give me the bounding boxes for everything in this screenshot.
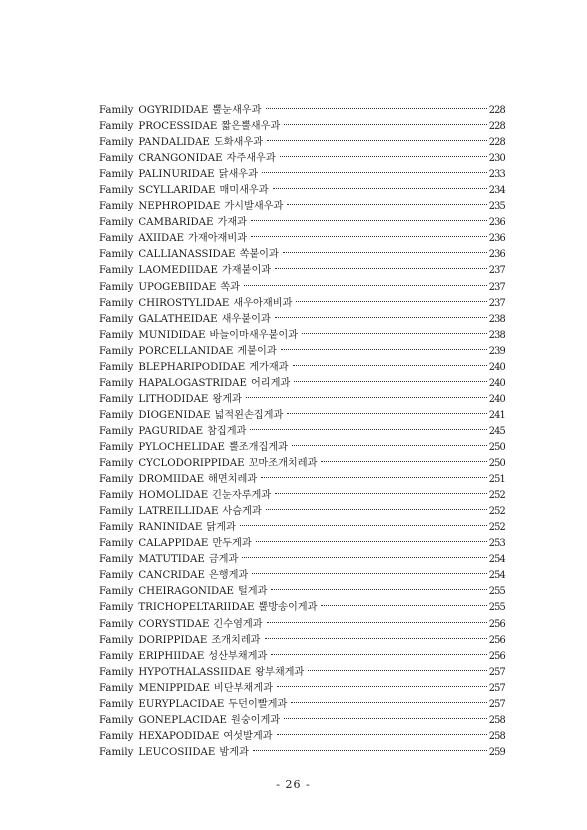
- toc-entry-page: 245: [488, 425, 505, 437]
- toc-entry-prefix: Family: [99, 329, 134, 341]
- toc-entry-korean-name: 사슴게과: [222, 506, 262, 518]
- toc-entry-korean-name: 비단부채게과: [213, 682, 273, 694]
- toc-leader-dots: [275, 477, 486, 494]
- toc-entry-family-name: EURYPLACIDAE: [138, 698, 225, 710]
- table-of-contents: [99, 96, 505, 758]
- toc-entry-family-name: HOMOLIDAE: [138, 490, 209, 502]
- toc-entry-prefix: Family: [99, 522, 134, 534]
- toc-leader-dots: [277, 718, 487, 735]
- toc-entry-korean-name: 여섯발게과: [223, 730, 273, 742]
- toc-entry-korean-name: 자주새우과: [226, 153, 276, 165]
- toc-entry-page: 240: [488, 361, 505, 373]
- toc-entry-family-name: MENIPPIDAE: [138, 682, 210, 694]
- toc-entry-family-name: CRANGONIDAE: [138, 153, 223, 165]
- toc-entry-page: 257: [488, 666, 505, 678]
- toc-entry-page: 228: [488, 121, 505, 133]
- toc-leader-dots: [250, 413, 486, 430]
- toc-entry-prefix: Family: [99, 441, 134, 453]
- toc-entry-korean-name: 닭게과: [206, 522, 236, 534]
- toc-entry-family-name: LEUCOSIIDAE: [138, 746, 216, 758]
- toc-entry-family-name: NEPHROPIDAE: [138, 201, 221, 213]
- toc-entry-korean-name: 가재과: [217, 217, 248, 229]
- toc-entry-family-name: PYLOCHELIDAE: [138, 441, 225, 453]
- page-number: - 26 -: [276, 778, 311, 791]
- toc-entry-korean-name: 털게과: [237, 586, 268, 598]
- toc-entry-prefix: Family: [99, 249, 134, 261]
- toc-entry-prefix: Family: [99, 425, 134, 437]
- toc-entry-korean-name: 쏙붙이과: [239, 249, 279, 261]
- toc-entry-prefix: Family: [99, 345, 134, 357]
- toc-entry-family-name: CAMBARIDAE: [138, 217, 214, 229]
- toc-leader-dots: [287, 397, 486, 414]
- toc-leader-dots: [292, 429, 487, 446]
- toc-entry-page: 241: [488, 409, 505, 421]
- toc-entry-prefix: Family: [99, 490, 134, 502]
- toc-entry-page: 254: [488, 554, 505, 566]
- toc-entry-family-name: AXIIDAE: [138, 233, 185, 245]
- toc-leader-dots: [302, 317, 487, 334]
- toc-entry-korean-name: 뿔방송이게과: [258, 602, 318, 614]
- toc-entry-family-name: DROMIIDAE: [138, 474, 205, 486]
- toc-entry-prefix: Family: [99, 458, 134, 470]
- toc-leader-dots: [277, 670, 487, 687]
- toc-entry-prefix: Family: [99, 570, 134, 582]
- toc-leader-dots: [275, 252, 487, 269]
- toc-entry-korean-name: 밤게과: [219, 746, 249, 758]
- toc-entry-prefix: Family: [99, 281, 134, 293]
- toc-entry-page: 236: [488, 217, 505, 229]
- toc-entry-prefix: Family: [99, 217, 134, 229]
- toc-entry-korean-name: 뿔눈새우과: [212, 105, 262, 116]
- toc-entry-prefix: Family: [99, 554, 134, 566]
- toc-entry-prefix: Family: [99, 698, 134, 710]
- toc-entry-family-name: BLEPHARIPODIDAE: [138, 361, 246, 373]
- toc-entry-korean-name: 가재아재비과: [188, 233, 248, 245]
- toc-leader-dots: [308, 654, 486, 671]
- toc-entry-page: 236: [488, 233, 505, 245]
- toc-leader-dots: [267, 606, 487, 623]
- toc-entry-page: 257: [488, 682, 505, 694]
- toc-entry-page: 237: [488, 265, 505, 277]
- toc-leader-dots: [283, 236, 487, 253]
- toc-leader-dots: [256, 525, 487, 542]
- toc-entry-family-name: PALINURIDAE: [138, 169, 215, 181]
- toc-leader-dots: [266, 493, 487, 510]
- toc-entry-family-name: CALAPPIDAE: [138, 538, 209, 550]
- toc-entry-page: 240: [488, 393, 505, 405]
- toc-entry-page: 256: [488, 650, 505, 662]
- toc-entry-family-name: CHIROSTYLIDAE: [138, 297, 230, 309]
- toc-entry-korean-name: 바늘이마새우붙이과: [209, 329, 299, 341]
- toc-leader-dots: [244, 269, 487, 286]
- toc-entry-prefix: Family: [99, 474, 134, 486]
- toc-entry-page: 252: [488, 522, 505, 534]
- toc-leader-dots: [271, 638, 486, 655]
- toc-entry-prefix: Family: [99, 714, 134, 726]
- toc-leader-dots: [251, 204, 487, 221]
- toc-entry-korean-name: 뿔조개집게과: [228, 441, 289, 453]
- toc-leader-dots: [266, 92, 487, 109]
- toc-entry-family-name: PORCELLANIDAE: [138, 345, 234, 357]
- toc-entry-korean-name: 쏙과: [220, 281, 240, 293]
- toc-leader-dots: [251, 220, 487, 237]
- toc-entry-family-name: DIOGENIDAE: [138, 409, 211, 421]
- toc-leader-dots: [284, 108, 486, 125]
- toc-entry-korean-name: 꼬마조개치레과: [248, 458, 318, 470]
- toc-entry-page: 237: [488, 281, 505, 293]
- toc-entry-page: 256: [488, 634, 505, 646]
- toc-leader-dots: [252, 557, 486, 574]
- toc-leader-dots: [253, 734, 487, 751]
- toc-entry-korean-name: 만두게과: [212, 538, 252, 550]
- toc-entry-korean-name: 성산부채게과: [208, 650, 268, 662]
- toc-entry-page: 233: [488, 169, 505, 181]
- toc-entry-korean-name: 도화새우과: [213, 137, 264, 149]
- toc-entry-page: 258: [488, 730, 505, 742]
- toc-entry-prefix: Family: [99, 137, 134, 149]
- toc-entry-page: 255: [488, 602, 505, 614]
- toc-entry-page: 250: [488, 441, 505, 453]
- toc-entry-page: 235: [488, 201, 505, 213]
- toc-entry-page: 240: [488, 377, 505, 389]
- toc-entry-family-name: GALATHEIDAE: [138, 313, 218, 325]
- toc-entry-page: 257: [488, 698, 505, 710]
- toc-entry-family-name: PROCESSIDAE: [138, 121, 218, 133]
- toc-entry-korean-name: 금게과: [208, 554, 239, 566]
- toc-leader-dots: [294, 365, 486, 382]
- toc-entry-prefix: Family: [99, 233, 134, 245]
- toc-entry-family-name: TRICHOPELTARIIDAE: [138, 602, 255, 614]
- toc-entry-prefix: Family: [99, 153, 134, 165]
- toc-entry-page: 252: [488, 506, 505, 518]
- toc-entry-korean-name: 긴눈자루게과: [212, 490, 272, 502]
- toc-leader-dots: [296, 285, 486, 302]
- toc-entry-korean-name: 가시발새우과: [224, 201, 284, 213]
- toc-entry-korean-name: 매미새우과: [219, 185, 269, 197]
- toc-entry-korean-name: 어리게과: [250, 377, 291, 389]
- toc-entry-page: 228: [488, 105, 505, 116]
- toc-entry-family-name: LITHODIDAE: [138, 393, 209, 405]
- toc-entry-korean-name: 원숭이게과: [231, 714, 281, 726]
- toc-entry-family-name: GONEPLACIDAE: [138, 714, 227, 726]
- toc-leader-dots: [273, 172, 487, 189]
- toc-leader-dots: [262, 156, 487, 173]
- toc-entry-page: 253: [488, 538, 505, 550]
- toc-leader-dots: [280, 140, 487, 157]
- toc-entry-prefix: Family: [99, 666, 134, 678]
- toc-entry-prefix: Family: [99, 185, 134, 197]
- toc-leader-dots: [240, 509, 487, 526]
- toc-entry-page: 234: [488, 185, 505, 197]
- toc-leader-dots: [293, 349, 487, 366]
- toc-entry-prefix: Family: [99, 586, 134, 598]
- toc-leader-dots: [246, 381, 487, 398]
- toc-entry-korean-name: 넓적왼손집게과: [214, 409, 284, 421]
- toc-entry-page: 251: [488, 474, 505, 486]
- toc-entry-korean-name: 참집게과: [207, 425, 247, 437]
- toc-entry-family-name: CHEIRAGONIDAE: [138, 586, 234, 598]
- toc-entry-family-name: MATUTIDAE: [138, 554, 205, 566]
- toc-entry-prefix: Family: [99, 361, 134, 373]
- toc-entry-korean-name: 짧은뿔새우과: [221, 121, 281, 133]
- toc-entry-prefix: Family: [99, 265, 134, 277]
- toc-entry-korean-name: 닭새우과: [218, 169, 258, 181]
- toc-entry-prefix: Family: [99, 538, 134, 550]
- toc-entry-prefix: Family: [99, 409, 134, 421]
- toc-entry-page: 258: [488, 714, 505, 726]
- toc-entry-korean-name: 해면치레과: [208, 474, 258, 486]
- toc-entry-korean-name: 가재붙이과: [221, 265, 272, 277]
- toc-entry-prefix: Family: [99, 506, 134, 518]
- toc-leader-dots: [261, 461, 486, 478]
- toc-entry-page: 250: [488, 458, 505, 470]
- toc-entry-korean-name: 왕부채게과: [255, 666, 305, 678]
- toc-entry-korean-name: 왕게과: [212, 393, 242, 405]
- toc-leader-dots: [284, 702, 486, 719]
- toc-entry-page: 256: [488, 618, 505, 630]
- toc-entry-family-name: HYPOTHALASSIIDAE: [138, 666, 252, 678]
- toc-entry-family-name: LAOMEDIIDAE: [138, 265, 218, 277]
- toc-leader-dots: [291, 686, 486, 703]
- toc-entry-family-name: RANINIDAE: [138, 522, 203, 534]
- toc-entry-prefix: Family: [99, 602, 134, 614]
- toc-entry-family-name: SCYLLARIDAE: [138, 185, 216, 197]
- toc-entry-prefix: Family: [99, 634, 134, 646]
- toc-entry-family-name: HEXAPODIDAE: [138, 730, 220, 742]
- toc-entry-prefix: Family: [99, 746, 134, 758]
- toc-entry-family-name: CALLIANASSIDAE: [138, 249, 236, 261]
- toc-entry-family-name: DORIPPIDAE: [138, 634, 208, 646]
- toc-entry-prefix: Family: [99, 169, 134, 181]
- toc-leader-dots: [281, 333, 487, 350]
- toc-entry-page: 255: [488, 586, 505, 598]
- toc-entry-page: 259: [488, 746, 505, 758]
- toc-entry-page: 237: [488, 297, 505, 309]
- toc-leader-dots: [242, 541, 486, 558]
- toc-entry-page: 236: [488, 249, 505, 261]
- toc-entry-korean-name: 새우붙이과: [221, 313, 271, 325]
- toc-entry-page: 238: [488, 313, 505, 325]
- toc-entry-prefix: Family: [99, 121, 134, 133]
- toc-leader-dots: [265, 622, 487, 639]
- toc-entry-prefix: Family: [99, 201, 134, 213]
- toc-entry-page: 239: [488, 345, 505, 357]
- toc-entry-prefix: Family: [99, 730, 134, 742]
- toc-leader-dots: [271, 573, 486, 590]
- toc-entry-prefix: Family: [99, 618, 134, 630]
- toc-entry-korean-name: 조개치레과: [211, 634, 261, 646]
- toc-entry-family-name: PAGURIDAE: [138, 425, 204, 437]
- toc-entry-prefix: Family: [99, 377, 134, 389]
- toc-entry-family-name: MUNIDIDAE: [138, 329, 206, 341]
- toc-entry-family-name: CYCLODORIPPIDAE: [138, 458, 245, 470]
- toc-entry-page: 252: [488, 490, 505, 502]
- toc-entry-prefix: Family: [99, 393, 134, 405]
- toc-entry-family-name: PANDALIDAE: [138, 137, 210, 149]
- toc-entry-prefix: Family: [99, 682, 134, 694]
- toc-leader-dots: [267, 124, 487, 141]
- toc-leader-dots: [321, 445, 486, 462]
- toc-leader-dots: [287, 188, 486, 205]
- toc-entry-prefix: Family: [99, 650, 134, 662]
- toc-entry-prefix: Family: [99, 297, 134, 309]
- toc-entry-korean-name: 은행게과: [208, 570, 249, 582]
- toc-leader-dots: [275, 301, 487, 318]
- toc-entry-family-name: LATREILLIDAE: [138, 506, 219, 518]
- toc-entry-family-name: OGYRIDIDAE: [138, 105, 209, 116]
- toc-entry-page: 238: [488, 329, 505, 341]
- toc-entry-page: 230: [488, 153, 505, 165]
- toc-entry-prefix: Family: [99, 105, 134, 116]
- toc-entry-family-name: UPOGEBIIDAE: [138, 281, 217, 293]
- toc-entry-page: 254: [488, 570, 505, 582]
- toc-entry-family-name: HAPALOGASTRIDAE: [138, 377, 247, 389]
- toc-leader-dots: [321, 589, 486, 606]
- toc-entry-family-name: ERIPHIIDAE: [138, 650, 205, 662]
- toc-entry-page: 228: [488, 137, 505, 149]
- toc-entry-korean-name: 게붙이과: [237, 345, 277, 357]
- toc-entry-korean-name: 두던이빨게과: [228, 698, 288, 710]
- toc-entry-korean-name: 게가재과: [249, 361, 289, 373]
- toc-entry-family-name: CANCRIDAE: [138, 570, 205, 582]
- toc-entry-korean-name: 긴수염게과: [213, 618, 263, 630]
- toc-entry-prefix: Family: [99, 313, 134, 325]
- toc-entry-family-name: CORYSTIDAE: [138, 618, 210, 630]
- toc-entry-korean-name: 새우아재비과: [233, 297, 293, 309]
